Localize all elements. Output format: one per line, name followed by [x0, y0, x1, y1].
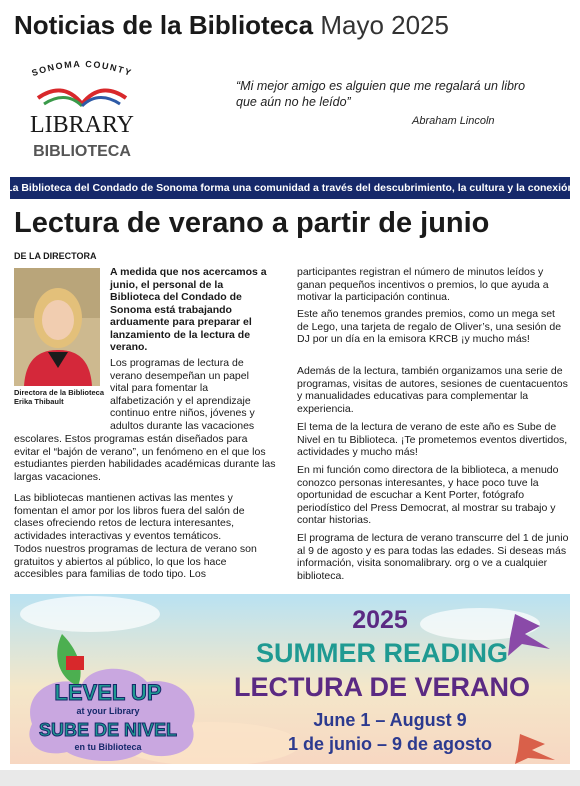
masthead-title: Noticias de la Biblioteca: [14, 10, 314, 40]
article-paragraph-5: Además de la lectura, también organizamos una serie de programas, visitas de autores, sesiones de cuentacuentos y manualidades educativas para complementar la experiencia.: [297, 365, 568, 415]
promo-dates-en: June 1 – August 9: [313, 710, 467, 730]
badge-level-up: LEVEL UP: [54, 680, 162, 705]
promo-title-es: LECTURA DE VERANO: [233, 672, 530, 702]
article-paragraph-8: El programa de lectura de verano transcurre del 1 de junio al 9 de agosto y es para todas las edades. Si deseas más información, visita sonomalibrary. org o ve a cualquier biblioteca.: [297, 532, 569, 582]
photo-caption: Directora de la Biblioteca Erika Thibault: [14, 388, 105, 406]
mission-banner: La Biblioteca del Condado de Sonoma forma una comunidad a través del descubrimiento, la cultura y la conexión: [10, 177, 570, 199]
article-paragraph-3b: participantes registran el número de minutos leídos y ganan pequeños incentivos o premios, lo que ayuda a motivar la participación continua.: [297, 266, 549, 303]
promo-dates-es: 1 de junio – 9 de agosto: [287, 734, 493, 754]
quote-author: Abraham Lincoln: [412, 115, 495, 127]
logo-arc-text: SONOMA COUNTY: [30, 58, 134, 79]
badge-en-tu-biblioteca: en tu Biblioteca: [74, 742, 142, 752]
article-paragraph-4: Este año tenemos grandes premios, como un mega set de Lego, una tarjeta de regalo de Oliver’s, una sesión de DJ por un día en la emisora KRCB ¡y mucho más!: [297, 308, 562, 345]
library-logo: [12, 56, 152, 164]
badge-at-your-library: at your Library: [76, 706, 140, 716]
badge-sube-de-nivel: SUBE DE NIVEL: [38, 720, 178, 740]
masthead-month: Mayo 2025: [320, 10, 449, 40]
article-lead: A medida que nos acercamos a junio, el personal de la Biblioteca del Condado de Sonoma está trabajando arduamente para preparar el lanzamiento de la lectura de verano.: [110, 266, 267, 353]
logo-main-text: LIBRARY: [29, 112, 135, 138]
promo-title-en: SUMMER READING: [255, 638, 508, 668]
book-icon: [66, 656, 84, 670]
article-paragraph-1b: escolares. Estos programas están diseñados para evitar el “bajón de verano”, un fenómeno en el que los estudiantes pierden habilidades académicas durante las largas vacaciones.: [14, 433, 276, 483]
article-paragraph-2: Las bibliotecas mantienen activas las mentes y fomentan el amor por los libros fuera del salón de clases ofreciendo retos de lectura interesantes, actividades interactivas y eventos temáticos.: [14, 492, 245, 542]
article-paragraph-6: El tema de la lectura de verano de este año es Sube de Nivel en tu Biblioteca. ¡Te prometemos eventos divertidos, actividades y mucho más!: [297, 421, 568, 458]
logo-sub-text: BIBLIOTECA: [33, 143, 131, 160]
level-up-badge: [22, 634, 204, 762]
article-paragraph-1a: Los programas de lectura de verano desempeñan un papel vital para fomentar la alfabetización y el aprendizaje continuo entre niños, jóvenes y adultos durante las vacaciones: [110, 357, 255, 432]
article-headline: Lectura de verano a partir de junio: [14, 207, 490, 239]
article-paragraph-3a: Todos nuestros programas de lectura de verano son gratuitos y abiertos al público, lo que los hace accesibles para familias de todo tipo. Los: [14, 543, 257, 580]
masthead: [14, 10, 449, 41]
footer-bar: [0, 770, 580, 786]
summer-reading-promo: [10, 594, 570, 764]
svg-text:SONOMA COUNTY: [30, 59, 133, 78]
director-photo: [14, 268, 100, 386]
article-byline: DE LA DIRECTORA: [14, 251, 97, 261]
quote-text: “Mi mejor amigo es alguien que me regalará un libro que aún no he leído”: [236, 79, 526, 109]
article-paragraph-7: En mi función como directora de la biblioteca, a menudo conozco personas interesantes, y hace poco tuve la oportunidad de escuchar a Kent Porter, fotógrafo periodístico del Press Democrat, al mostrar su trabajo y contar historias.: [297, 464, 559, 526]
promo-year: 2025: [352, 606, 408, 634]
